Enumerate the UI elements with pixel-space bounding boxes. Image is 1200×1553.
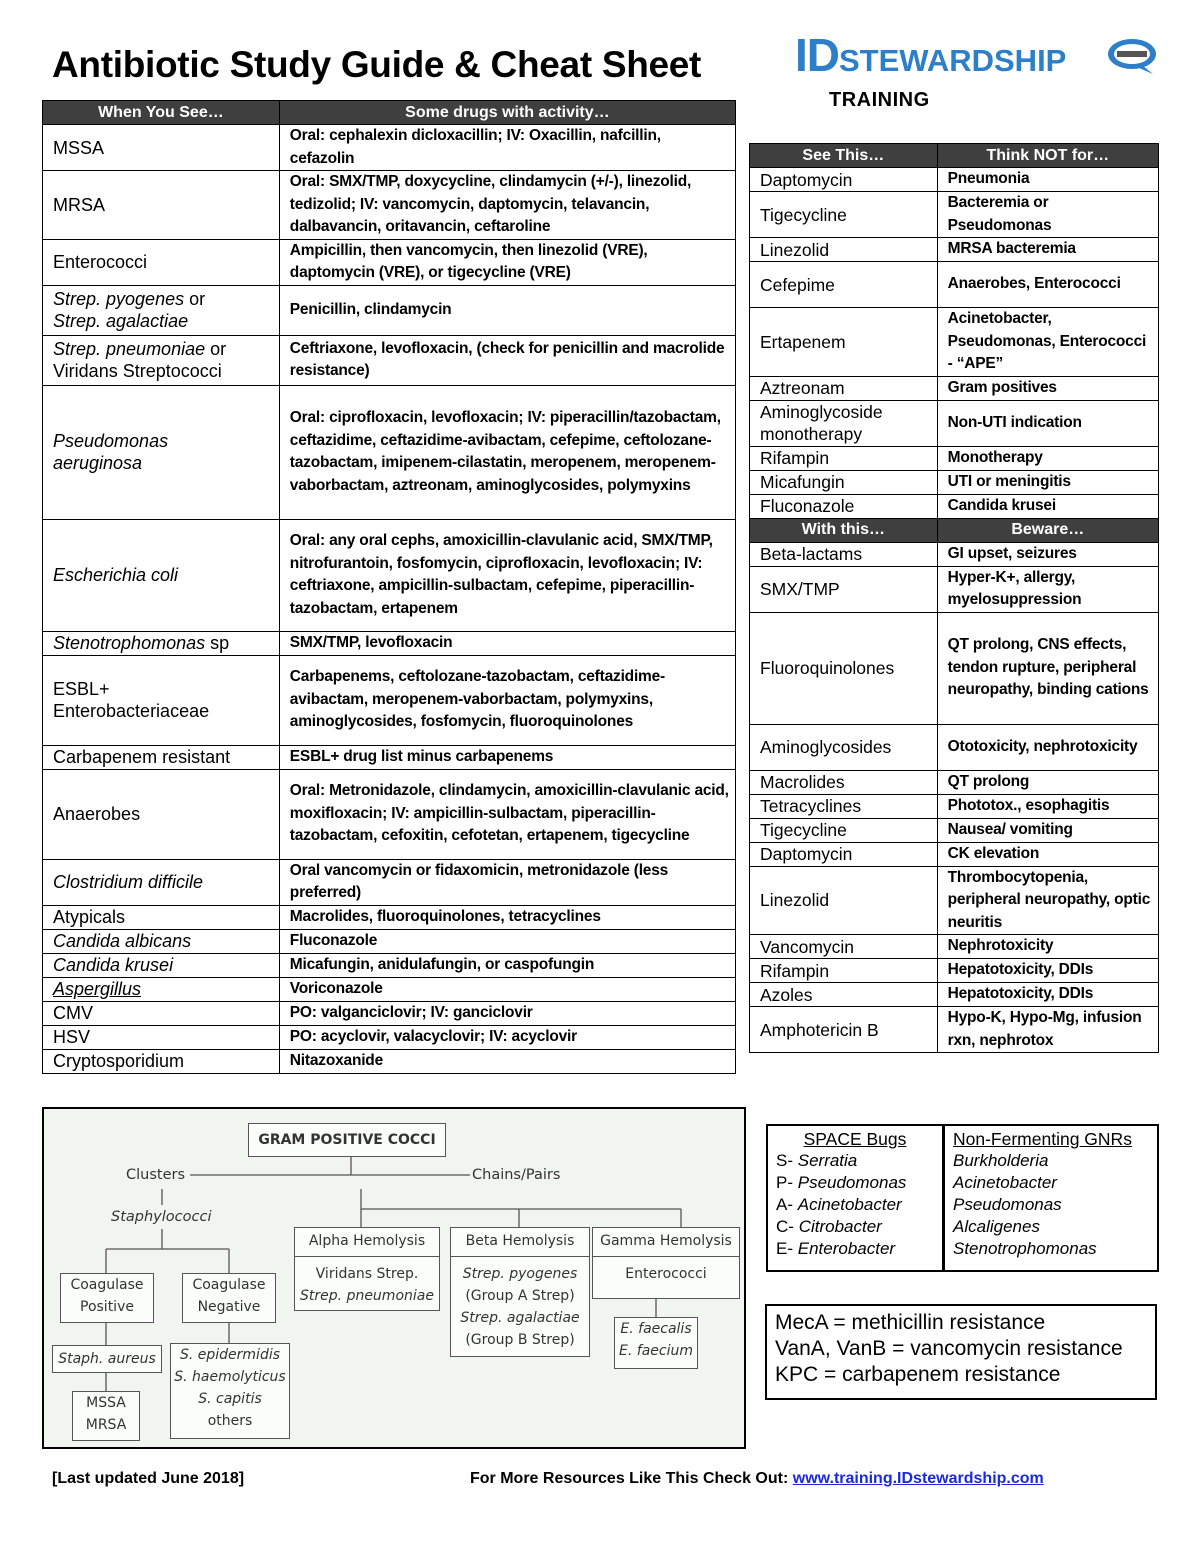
table-row <box>750 192 1159 238</box>
table-row <box>43 1025 736 1049</box>
organism-cell: Enterococci <box>43 239 280 285</box>
table-row <box>750 400 1159 446</box>
organism-cell: Stenotrophomonas sp <box>43 631 280 655</box>
resources-link[interactable]: www.training.IDstewardship.com <box>792 1470 1044 1487</box>
table-row <box>750 724 1159 770</box>
column-header: Think NOT for… <box>937 144 1158 168</box>
note-cell: Nephrotoxicity <box>937 935 1158 959</box>
beta-hemolysis-box: Beta Hemolysis Strep. pyogenes (Group A Strep) Strep. agalactiae (Group B Strep) <box>450 1227 590 1357</box>
list-item: Burkholderia <box>953 1151 1049 1170</box>
table-row <box>750 308 1159 377</box>
resistance-genes-box <box>765 1304 1157 1400</box>
column-header: With this… <box>750 518 938 542</box>
table-row <box>43 519 736 631</box>
organism-cell: Escherichia coli <box>43 519 280 631</box>
note-cell: Acinetobacter, Pseudomonas, Enterococci - “APE” <box>937 308 1158 377</box>
note-cell: Non-UTI indication <box>937 400 1158 446</box>
table-row <box>43 285 736 335</box>
organism-cell: Strep. pneumoniae or Viridans Streptococci <box>43 335 280 385</box>
drug-cell: Cefepime <box>750 262 938 308</box>
clusters-label: Clusters <box>126 1167 186 1183</box>
table-row <box>43 1049 736 1073</box>
table-row <box>750 542 1159 566</box>
organism-drug-table <box>42 100 736 1074</box>
drug-cell: Micafungin <box>750 470 938 494</box>
logo-wordmark: IDSTEWARDSHIP <box>795 29 1067 81</box>
organism-cell: ESBL+ Enterobacteriaceae <box>43 655 280 745</box>
drug-cell: Fluconazole <box>750 494 938 518</box>
column-header: When You See… <box>43 101 280 125</box>
table-row <box>43 929 736 953</box>
table-row <box>43 745 736 769</box>
gram-positive-cocci-diagram <box>42 1107 746 1449</box>
note-cell: Thrombocytopenia, peripheral neuropathy, optic neuritis <box>937 866 1158 935</box>
table-row <box>750 1007 1159 1053</box>
gamma-hemolysis-box: Gamma Hemolysis Enterococci <box>592 1227 740 1299</box>
drugs-cell: Ampicillin, then vancomycin, then linezolid (VRE), daptomycin (VRE), or tigecycline (VRE) <box>279 239 735 285</box>
drugs-cell: Voriconazole <box>279 977 735 1001</box>
note-cell: Bacteremia or Pseudomonas <box>937 192 1158 238</box>
space-bugs-list <box>776 1150 934 1260</box>
table-row <box>43 125 736 171</box>
table-row <box>750 959 1159 983</box>
organism-cell: Pseudomonas aeruginosa <box>43 385 280 519</box>
coagulase-positive-box: Coagulase Positive <box>60 1273 154 1323</box>
table-row <box>43 655 736 745</box>
note-cell: Nausea/ vomiting <box>937 818 1158 842</box>
list-item: Pseudomonas <box>953 1195 1062 1214</box>
list-item: E- Enterobacter <box>776 1239 896 1258</box>
section-header-row <box>750 144 1159 168</box>
drug-cell: Beta-lactams <box>750 542 938 566</box>
drugs-cell: Oral vancomycin or fidaxomicin, metronidazole (less preferred) <box>279 859 735 905</box>
table-row <box>750 262 1159 308</box>
drug-cell: Macrolides <box>750 770 938 794</box>
drug-cell: Aminoglycosides <box>750 724 938 770</box>
note-cell: CK elevation <box>937 842 1158 866</box>
coagulase-negative-species-box: S. epidermidis S. haemolyticus S. capitis others <box>170 1343 290 1439</box>
drug-cell: Tigecycline <box>750 192 938 238</box>
drugs-cell: PO: acyclovir, valacyclovir; IV: acyclovir <box>279 1025 735 1049</box>
table-row <box>43 385 736 519</box>
table-row <box>750 983 1159 1007</box>
table-row <box>43 239 736 285</box>
list-item: Acinetobacter <box>953 1173 1057 1192</box>
note-cell: QT prolong, CNS effects, tendon rupture, peripheral neuropathy, binding cations <box>937 612 1158 724</box>
note-cell: Hyper-K+, allergy, myelosuppression <box>937 566 1158 612</box>
drugs-cell: Oral: Metronidazole, clindamycin, amoxicillin-clavulanic acid, moxifloxacin; IV: ampicillin-sulbactam, piperacillin-tazobactam, cefoxitin, cefotetan, ertapenem, tigecycline <box>279 769 735 859</box>
drugs-cell: Oral: cephalexin dicloxacillin; IV: Oxacillin, nafcillin, cefazolin <box>279 125 735 171</box>
drugs-cell: Oral: SMX/TMP, doxycycline, clindamycin (+/-), linezolid, tedizolid; IV: vancomycin, daptomycin, telavancin, dalbavancin, oritavancin, ceftaroline <box>279 171 735 240</box>
section-header-row <box>750 518 1159 542</box>
drugs-cell: Oral: any oral cephs, amoxicillin-clavulanic acid, SMX/TMP, nitrofurantoin, fosfomycin, ciprofloxacin, levofloxacin; IV: ceftriaxone, ampicillin-sulbactam, cefepime, piperacillin-tazobactam, ertapenem <box>279 519 735 631</box>
table-row <box>750 566 1159 612</box>
drug-cell: Ertapenem <box>750 308 938 377</box>
organism-cell: Candida albicans <box>43 929 280 953</box>
note-cell: Candida krusei <box>937 494 1158 518</box>
column-header: See This… <box>750 144 938 168</box>
non-fermenting-gnrs-box <box>943 1124 1159 1272</box>
column-header: Beware… <box>937 518 1158 542</box>
resistance-line: KPC = carbapenem resistance <box>775 1363 1061 1386</box>
resistance-line: MecA = methicillin resistance <box>775 1311 1046 1334</box>
table-row <box>750 866 1159 935</box>
table-row <box>750 470 1159 494</box>
table-row <box>43 905 736 929</box>
note-cell: Hepatotoxicity, DDIs <box>937 959 1158 983</box>
drugs-cell: PO: valganciclovir; IV: ganciclovir <box>279 1001 735 1025</box>
drug-cell: Daptomycin <box>750 842 938 866</box>
table-row <box>750 794 1159 818</box>
drugs-cell: SMX/TMP, levofloxacin <box>279 631 735 655</box>
drugs-cell: Ceftriaxone, levofloxacin, (check for penicillin and macrolide resistance) <box>279 335 735 385</box>
organism-cell: MSSA <box>43 125 280 171</box>
staphylococci-label: Staphylococci <box>111 1209 212 1225</box>
drug-cell: Aminoglycoside monotherapy <box>750 400 938 446</box>
list-item: Alcaligenes <box>953 1217 1040 1236</box>
table-row <box>750 770 1159 794</box>
organism-cell: Candida krusei <box>43 953 280 977</box>
non-fermenting-list <box>953 1150 1149 1260</box>
idstewardship-logo <box>795 28 1175 118</box>
space-bugs-box <box>766 1124 944 1272</box>
table-row <box>43 859 736 905</box>
chains-pairs-label: Chains/Pairs <box>472 1167 561 1183</box>
drug-cell: Rifampin <box>750 446 938 470</box>
list-item: Stenotrophomonas <box>953 1239 1097 1258</box>
list-item: P- Pseudomonas <box>776 1173 907 1192</box>
staph-aureus-box: Staph. aureus <box>52 1345 162 1373</box>
drugs-cell: Nitazoxanide <box>279 1049 735 1073</box>
table-row <box>750 494 1159 518</box>
resistance-line: VanA, VanB = vancomycin resistance <box>775 1337 1123 1360</box>
table-row <box>750 168 1159 192</box>
note-cell: Pneumonia <box>937 168 1158 192</box>
table-row <box>43 631 736 655</box>
resources-footer: For More Resources Like This Check Out: www.training.IDstewardship.com <box>470 1470 1044 1487</box>
mssa-mrsa-box: MSSA MRSA <box>72 1391 140 1441</box>
table-row <box>43 335 736 385</box>
page-title: Antibiotic Study Guide & Cheat Sheet <box>52 44 702 85</box>
drugs-cell: ESBL+ drug list minus carbapenems <box>279 745 735 769</box>
drug-cell: Tigecycline <box>750 818 938 842</box>
drugs-cell: Fluconazole <box>279 929 735 953</box>
note-cell: Hepatotoxicity, DDIs <box>937 983 1158 1007</box>
organism-cell: Atypicals <box>43 905 280 929</box>
organism-cell: MRSA <box>43 171 280 240</box>
list-item: A- Acinetobacter <box>776 1195 902 1214</box>
table-row <box>750 376 1159 400</box>
non-fermenting-title: Non-Fermenting GNRs <box>953 1129 1132 1149</box>
list-item: C- Citrobacter <box>776 1217 882 1236</box>
organism-cell: Carbapenem resistant <box>43 745 280 769</box>
note-cell: Ototoxicity, nephrotoxicity <box>937 724 1158 770</box>
organism-cell: Anaerobes <box>43 769 280 859</box>
table-row <box>43 171 736 240</box>
column-header: Some drugs with activity… <box>279 101 735 125</box>
table-row <box>43 953 736 977</box>
drug-cell: Linezolid <box>750 866 938 935</box>
gram-positive-cocci-box: GRAM POSITIVE COCCI <box>248 1123 446 1157</box>
table-row <box>750 842 1159 866</box>
note-cell: GI upset, seizures <box>937 542 1158 566</box>
table-row <box>750 446 1159 470</box>
drug-cell: Fluoroquinolones <box>750 612 938 724</box>
space-bugs-title: SPACE Bugs <box>803 1129 907 1149</box>
table-row <box>750 612 1159 724</box>
drugs-cell: Macrolides, fluoroquinolones, tetracyclines <box>279 905 735 929</box>
speech-bubble-icon <box>1105 36 1159 76</box>
note-cell: Monotherapy <box>937 446 1158 470</box>
table-row <box>750 935 1159 959</box>
drug-cell: Aztreonam <box>750 376 938 400</box>
note-cell: UTI or meningitis <box>937 470 1158 494</box>
drug-cell: Azoles <box>750 983 938 1007</box>
note-cell: Anaerobes, Enterococci <box>937 262 1158 308</box>
drug-cell: Rifampin <box>750 959 938 983</box>
note-cell: Hypo-K, Hypo-Mg, infusion rxn, nephrotox <box>937 1007 1158 1053</box>
table-row <box>750 818 1159 842</box>
table-row <box>43 769 736 859</box>
drugs-cell: Oral: ciprofloxacin, levofloxacin; IV: piperacillin/tazobactam, ceftazidime, ceftazidime-avibactam, cefepime, ceftolozane-tazobactam, imipenem-cilastatin, meropenem, meropenem-vaborbactam, aztreonam, aminoglycosides, polymyxins <box>279 385 735 519</box>
drugs-cell: Carbapenems, ceftolozane-tazobactam, ceftazidime-avibactam, meropenem-vaborbactam, polymyxins, aminoglycosides, fosfomycin, fluoroquinolones <box>279 655 735 745</box>
organism-cell: CMV <box>43 1001 280 1025</box>
drug-cell: Daptomycin <box>750 168 938 192</box>
organism-cell: Aspergillus <box>43 977 280 1001</box>
organism-cell: Cryptosporidium <box>43 1049 280 1073</box>
last-updated: [Last updated June 2018] <box>52 1470 245 1487</box>
drug-cell: Linezolid <box>750 238 938 262</box>
table-row <box>43 1001 736 1025</box>
table-row <box>750 238 1159 262</box>
drug-cell: SMX/TMP <box>750 566 938 612</box>
note-cell: Gram positives <box>937 376 1158 400</box>
note-cell: Phototox., esophagitis <box>937 794 1158 818</box>
coagulase-negative-box: Coagulase Negative <box>182 1273 276 1323</box>
alpha-hemolysis-box: Alpha Hemolysis Viridans Strep. Strep. pneumoniae <box>294 1227 440 1311</box>
logo-subtitle: TRAINING <box>829 89 930 111</box>
think-not-beware-table <box>749 143 1159 1053</box>
note-cell: MRSA bacteremia <box>937 238 1158 262</box>
drugs-cell: Penicillin, clindamycin <box>279 285 735 335</box>
enterococcus-species-box: E. faecalis E. faecium <box>614 1317 698 1369</box>
organism-cell: Clostridium difficile <box>43 859 280 905</box>
list-item: S- Serratia <box>776 1151 858 1170</box>
drug-cell: Tetracyclines <box>750 794 938 818</box>
drugs-cell: Micafungin, anidulafungin, or caspofungin <box>279 953 735 977</box>
note-cell: QT prolong <box>937 770 1158 794</box>
drug-cell: Vancomycin <box>750 935 938 959</box>
organism-cell: Strep. pyogenes or Strep. agalactiae <box>43 285 280 335</box>
drug-cell: Amphotericin B <box>750 1007 938 1053</box>
organism-cell: HSV <box>43 1025 280 1049</box>
table-row <box>43 977 736 1001</box>
